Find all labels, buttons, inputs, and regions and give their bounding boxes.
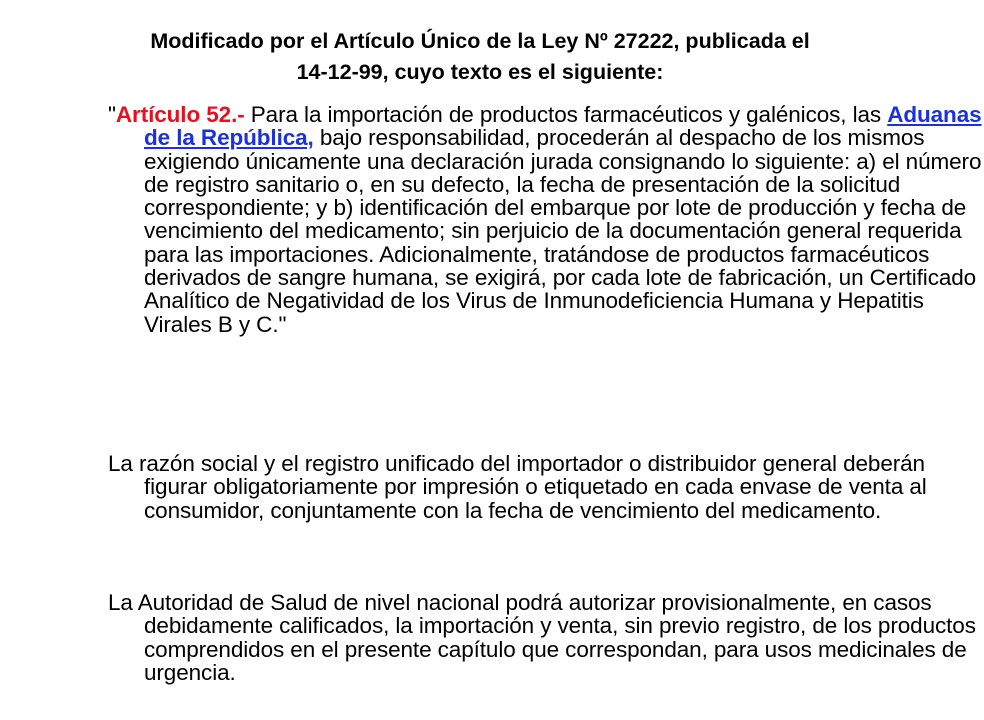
heading-line-1: Modificado por el Artículo Único de la Ley Nº 27222, publicada el xyxy=(150,29,810,53)
health-authority-paragraph-text: La Autoridad de Salud de nivel nacional podrá autorizar provisionalmente, en casos debidamente calificados, la importación y venta, sin previo registro, de los productos comprendidos en el presente capítulo que correspondan, para usos medicinales de urgencia. xyxy=(108,590,976,685)
article-text-part-2: bajo responsabilidad, procederán al despacho de los mismos exigiendo únicamente una declaración jurada consignando lo siguiente: a) el número de registro sanitario o, en su defecto, la fecha de presentación de la solicitud correspondiente; y b) identificación del embarque por lote de producción y fecha de vencimiento del medicamento; sin perjuicio de la documentación general requerida para las importaciones. Adicionalmente, tratándose de productos farmacéuticos derivados de sangre humana, se exigirá, por cada lote de fabricación, un Certificado Analítico de Negatividad de los Virus de Inmunodeficiencia Humana y Hepatitis Virales B y C." xyxy=(144,125,982,337)
article-label: Artículo 52.- xyxy=(115,102,245,127)
open-quote: " xyxy=(108,102,116,127)
importer-paragraph xyxy=(108,452,984,522)
page-heading xyxy=(40,26,920,88)
health-authority-paragraph xyxy=(108,591,984,684)
article-52-paragraph xyxy=(108,103,984,336)
article-text-part-1: Para la importación de productos farmacéuticos y galénicos, las xyxy=(244,102,888,127)
importer-paragraph-text: La razón social y el registro unificado del importador o distribuidor general deberán figurar obligatoriamente por impresión o etiquetado en cada envase de venta al consumidor, conjuntamente con la fecha de vencimiento del medicamento. xyxy=(108,451,927,523)
customs-label: Aduanas de la República, xyxy=(144,102,982,151)
heading-line-2: 14-12-99, cuyo texto es el siguiente: xyxy=(296,60,664,84)
